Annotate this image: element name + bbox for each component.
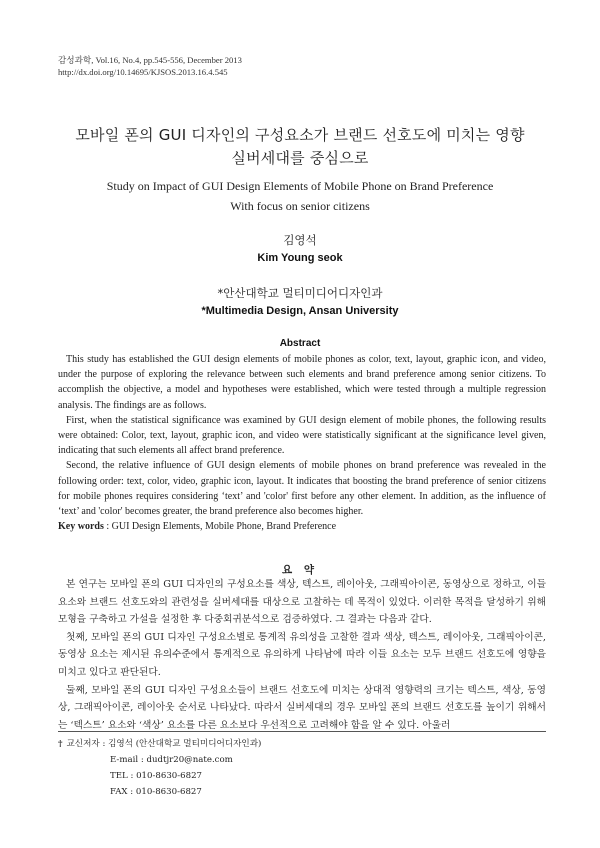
- dagger-mark: †: [58, 739, 63, 749]
- abstract-paragraph-3: Second, the relative influence of GUI design elements of mobile phones on brand preference was revealed in the following order: text, color, video, graphic icon, layout. It indicates that boosting the brand preference of senior citizens for mobile phones requires considering ‘text’ and 'color' first before any other element. In addition, as the influence of ‘text’ and 'color' becomes greater, the brand preference also becomes higher.: [58, 460, 546, 518]
- summary-paragraph-3: 둘째, 모바일 폰의 GUI 디자인 구성요소들이 브랜드 선호도에 미치는 상대적 영향력의 크기는 텍스트, 색상, 동영상, 그래픽아이콘, 레이아웃 순서로 나타났다. 따라서 실버세대의 경우 모바일 폰의 브랜드 선호도를 높이기 위해서는 ‘텍스트’ 요소와 ‘색상’ 요소를 다른 요소보다 우선적으로 고려해야 함을 알 수 있다. 아울러: [58, 684, 546, 731]
- footnote-corresponding-row: [58, 736, 261, 752]
- english-title: [40, 176, 560, 216]
- summary-heading: 요 약: [282, 564, 318, 576]
- abstract-heading: Abstract: [279, 338, 321, 349]
- doi-link[interactable]: http://dx.doi.org/10.14695/KJSOS.2013.16.4.545: [58, 67, 228, 77]
- korean-summary-body: [58, 576, 546, 734]
- summary-paragraph-1: 본 연구는 모바일 폰의 GUI 디자인의 구성요소를 색상, 텍스트, 레이아웃, 그래픽아이콘, 동영상으로 정하고, 이들 요소와 브랜드 선호도와의 관련성을 실버세대를 대상으로 고찰하는 데 목적이 있었다. 이러한 목적을 달성하기 위해 모형을 구축하고 가설을 설정한 후 다중회귀분석으로 검증하였다. 그 결과는 다음과 같다.: [58, 579, 546, 626]
- affiliation-korean: *안산대학교 멀티미디어디자인과: [217, 286, 383, 300]
- keywords-list: : GUI Design Elements, Mobile Phone, Brand Preference: [103, 521, 337, 533]
- keywords-label: Key words: [58, 521, 104, 533]
- korean-subtitle: 실버세대를 중심으로: [231, 149, 369, 167]
- english-title-line-1: Study on Impact of GUI Design Elements of Mobile Phone on Brand Preference: [106, 179, 494, 193]
- footnote-fax: FAX : 010-8630-6827: [110, 787, 202, 797]
- footnote-corresponding: 교신저자 : 김영석 (안산대학교 멀티미디어디자인과): [66, 739, 262, 749]
- footnote-tel: TEL : 010-8630-6827: [110, 771, 203, 781]
- english-subtitle: With focus on senior citizens: [230, 199, 370, 213]
- abstract-paragraph-1: This study has established the GUI design elements of mobile phones as color, text, layout, graphic icon, and video, under the purpose of exploring the relevance between such elements and brand preference among senior citizens. To accomplish the objective, a model and hypotheses were established, which were tested through a multiple regression analysis. The findings are as follows.: [58, 354, 546, 411]
- korean-title-line-1: 모바일 폰의 GUI 디자인의 구성요소가 브랜드 선호도에 미치는 영향: [75, 126, 525, 144]
- corresponding-author-footnote: [58, 736, 261, 800]
- summary-paragraph-2: 첫째, 모바일 폰의 GUI 디자인 구성요소별로 통계적 유의성을 고찰한 결과 색상, 텍스트, 레이아웃, 그래픽아이콘, 동영상 요소는 제시된 유의수준에서 통계적으로 유의하게 나타남에 따라 이들 요소는 모두 브랜드 선호도에 영향을 미치고 있다고 판단된다.: [58, 631, 546, 678]
- affiliation-english: *Multimedia Design, Ansan University: [201, 305, 399, 317]
- footnote-divider: [58, 731, 546, 732]
- keywords-line: [58, 519, 546, 534]
- citation-line: 감성과학, Vol.16, No.4, pp.545-556, December 2013: [58, 55, 242, 65]
- author-name-korean: 김영석: [283, 233, 317, 247]
- abstract-body: [58, 352, 546, 534]
- korean-title: [40, 124, 560, 170]
- citation-header: [58, 54, 242, 78]
- abstract-paragraph-2: First, when the statistical significance was examined by GUI design element of mobile phones, the following results were obtained: Color, text, layout, graphic icon, and video were statistically significant at the significance level given, indicating that such elements all affect brand preference.: [58, 414, 546, 457]
- footnote-email[interactable]: E-mail : dudtjr20@nate.com: [110, 755, 233, 765]
- author-name-english: Kim Young seok: [257, 252, 343, 264]
